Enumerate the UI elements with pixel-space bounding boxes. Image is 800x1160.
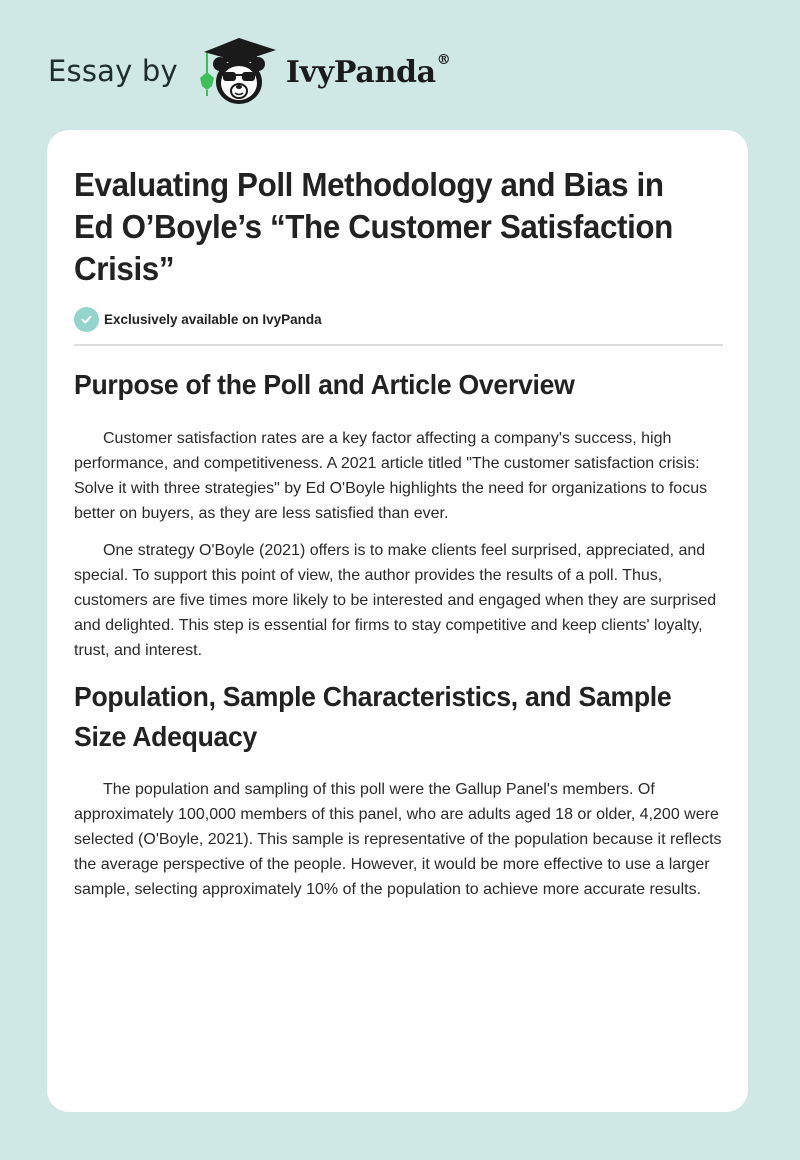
site-header (48, 34, 451, 108)
check-circle-icon (74, 307, 99, 332)
essay-by-label: Essay by (48, 54, 178, 88)
exclusive-badge-text: Exclusively available on IvyPanda (104, 311, 322, 327)
divider (74, 344, 723, 346)
brand-name[interactable] (286, 52, 451, 90)
page-title: Evaluating Poll Methodology and Bias in Ed O’Boyle’s “The Customer Satisfaction Crisis” (74, 166, 673, 287)
paragraph: The population and sampling of this poll were the Gallup Panel's members. Of approximately 100,000 members of this panel, who are adults aged 18 or older, 4,200 were selected (O'Boyle, 2021). This sample is representative of the population because it reflects the average perspective of the people. However, it would be more effective to use a larger sample, selecting approximately 10% of the population to achieve more accurate results. (74, 781, 722, 898)
section-purpose (74, 365, 722, 663)
section-population (74, 677, 722, 902)
panda-graduate-logo-icon[interactable] (196, 34, 282, 108)
paragraph: Customer satisfaction rates are a key factor affecting a company's success, high performance, and competitiveness. A 2021 article titled "The customer satisfaction crisis: Solve it with three strategies" by Ed O'Boyle highlights the need for organizations to focus better on buyers, as they are less satisfied than ever. (74, 430, 708, 522)
exclusive-badge (74, 306, 722, 332)
essay-card (47, 130, 748, 1112)
paragraph: One strategy O'Boyle (2021) offers is to make clients feel surprised, appreciated, and special. To support this point of view, the author provides the results of a poll. Thus, customers are five times more likely to be interested and engaged when they are surprised and delighted. This step is essential for firms to stay competitive and keep clients' loyalty, trust, and interest. (74, 542, 717, 659)
brand-text: IvyPanda (285, 55, 436, 90)
section-heading: Population, Sample Characteristics, and Sample Size Adequacy (74, 681, 672, 752)
registered-mark: ® (436, 52, 451, 68)
section-heading: Purpose of the Poll and Article Overview (74, 369, 575, 400)
